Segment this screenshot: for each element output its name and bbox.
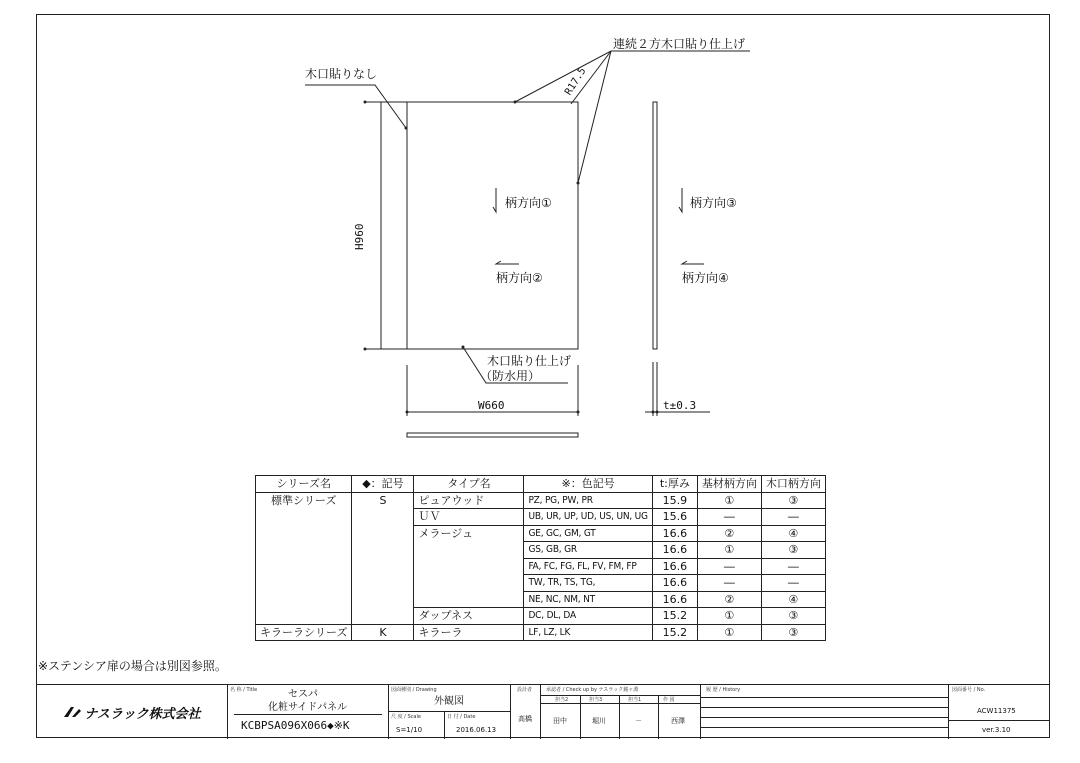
cell-type: ピュアウッド	[414, 492, 524, 509]
callout-edge-finish: 木口貼り仕上げ	[487, 354, 572, 368]
drawing-type: 外観図	[434, 696, 464, 707]
cell-color: NE, NC, NM, NT	[524, 591, 652, 608]
checker-4: 西澤	[671, 717, 685, 725]
cell-symbol	[352, 558, 414, 575]
cell-symbol: S	[352, 492, 414, 509]
designer-name: 高橋	[518, 715, 532, 723]
cell-series	[256, 525, 352, 542]
header-series: シリーズ名	[256, 476, 352, 493]
check-role-4: 作 図	[663, 697, 675, 703]
checker-1: 田中	[553, 717, 567, 725]
cell-thickness: 15.2	[652, 608, 697, 625]
panel-front-outline	[407, 102, 578, 349]
panel-side-outline	[653, 102, 657, 349]
reference-note: ※ステンシア扉の場合は別図参照。	[38, 659, 227, 673]
part-number: KCBPSA096X066◆※K	[241, 719, 350, 732]
spec-table	[255, 475, 826, 641]
drawing-number: ACW11375	[977, 707, 1016, 715]
cell-color: GE, GC, GM, GT	[524, 525, 652, 542]
cell-color: DC, DL, DA	[524, 608, 652, 625]
cell-edge-grain: ③	[761, 542, 825, 559]
callout-two-side-edge: 連続２方木口貼り仕上げ	[613, 37, 746, 51]
table-row	[256, 525, 826, 542]
cell-edge-grain: ―	[761, 509, 825, 526]
callout-no-edge: 木口貼りなし	[305, 67, 378, 81]
table-row	[256, 558, 826, 575]
grain-arrow-2	[496, 261, 519, 264]
cell-base-grain: ①	[697, 492, 761, 509]
grain-label-3: 柄方向③	[690, 196, 737, 210]
cell-color: PZ, PG, PW, PR	[524, 492, 652, 509]
designer-caption: 設計者	[517, 687, 533, 693]
cell-edge-grain: ―	[761, 558, 825, 575]
cell-base-grain: ―	[697, 509, 761, 526]
grain-arrow-1	[493, 188, 496, 212]
company-logo-icon	[62, 705, 82, 719]
cell-color: UB, UR, UP, UD, US, UN, UG	[524, 509, 652, 526]
header-type: タイプ名	[414, 476, 524, 493]
product-title: セスパ	[288, 689, 318, 700]
header-color: ※：色記号	[524, 476, 652, 493]
cell-base-grain: ①	[697, 542, 761, 559]
company-cell	[36, 685, 227, 739]
callout-waterproof: （防水用）	[480, 369, 541, 383]
title-caption: 名 称 / Title	[230, 687, 258, 693]
thickness-dimension: t±0.3	[663, 399, 697, 412]
grain-label-4: 柄方向④	[682, 271, 729, 285]
cell-edge-grain: ③	[761, 624, 825, 641]
cell-thickness: 15.9	[652, 492, 697, 509]
check-role-2: 担当3	[589, 697, 603, 703]
cell-series	[256, 542, 352, 559]
table-row	[256, 624, 826, 641]
drawing-type-caption: 図面種別 / Drawing	[391, 687, 437, 693]
cell-thickness: 15.2	[652, 624, 697, 641]
table-row	[256, 608, 826, 625]
checker-2: 堀川	[592, 717, 606, 725]
header-symbol: ◆：記号	[352, 476, 414, 493]
cell-thickness: 15.6	[652, 509, 697, 526]
cell-symbol	[352, 591, 414, 608]
table-header-row	[256, 476, 826, 493]
cell-color: GS, GB, GR	[524, 542, 652, 559]
cell-thickness: 16.6	[652, 558, 697, 575]
check-caption: 承認者 / Check up by ナスラック鐘ヶ淵	[546, 687, 639, 693]
cell-symbol	[352, 542, 414, 559]
cell-symbol	[352, 608, 414, 625]
cell-symbol	[352, 575, 414, 592]
cell-thickness: 16.6	[652, 525, 697, 542]
scale-caption: 尺 度 / Scale	[391, 714, 421, 720]
cell-base-grain: ②	[697, 591, 761, 608]
cell-edge-grain: ④	[761, 525, 825, 542]
cell-type: ＵＶ	[414, 509, 524, 526]
table-row	[256, 575, 826, 592]
cell-edge-grain: ③	[761, 492, 825, 509]
height-dimension: H960	[353, 223, 366, 250]
cell-base-grain: ②	[697, 525, 761, 542]
cell-type	[414, 575, 524, 592]
grain-label-2: 柄方向②	[496, 271, 543, 285]
width-dimension: W660	[478, 399, 505, 412]
cell-type	[414, 542, 524, 559]
cell-series: 標準シリーズ	[256, 492, 352, 509]
cell-series	[256, 591, 352, 608]
table-row	[256, 492, 826, 509]
leader-two-side	[515, 51, 750, 102]
cell-symbol	[352, 509, 414, 526]
scale-value: S=1/10	[396, 726, 423, 734]
cell-edge-grain: ③	[761, 608, 825, 625]
version: ver.3.10	[982, 726, 1011, 734]
leader-no-edge	[305, 85, 406, 128]
cell-base-grain: ①	[697, 624, 761, 641]
grain-arrow-3	[679, 188, 682, 212]
header-thickness: t:厚み	[652, 476, 697, 493]
cell-symbol: K	[352, 624, 414, 641]
cell-thickness: 16.6	[652, 591, 697, 608]
cell-series	[256, 575, 352, 592]
cell-series	[256, 558, 352, 575]
company-name: ナスラック株式会社	[84, 706, 201, 722]
cell-base-grain: ―	[697, 558, 761, 575]
cell-base-grain: ―	[697, 575, 761, 592]
cell-type: メラージュ	[414, 525, 524, 542]
cell-series: キラーラシリーズ	[256, 624, 352, 641]
title-block	[36, 684, 1050, 738]
date-value: 2016.06.13	[456, 726, 497, 734]
cell-thickness: 16.6	[652, 575, 697, 592]
check-role-3: 担当1	[628, 697, 642, 703]
check-role-1: 担当2	[555, 697, 569, 703]
cell-base-grain: ①	[697, 608, 761, 625]
header-base-grain: 基材柄方向	[697, 476, 761, 493]
cell-series	[256, 509, 352, 526]
table-row	[256, 542, 826, 559]
panel-bottom-edge	[407, 433, 578, 437]
number-caption: 図面番号 / No.	[952, 687, 986, 693]
cell-type: ダップネス	[414, 608, 524, 625]
table-row	[256, 509, 826, 526]
checker-3: －	[635, 717, 642, 725]
cell-thickness: 16.6	[652, 542, 697, 559]
history-caption: 履 歴 / History	[706, 687, 741, 693]
table-row	[256, 591, 826, 608]
header-edge-grain: 木口柄方向	[761, 476, 825, 493]
cell-color: LF, LZ, LK	[524, 624, 652, 641]
product-subtitle: 化粧サイドパネル	[268, 702, 348, 713]
cell-color: FA, FC, FG, FL, FV, FM, FP	[524, 558, 652, 575]
cell-type	[414, 558, 524, 575]
cell-series	[256, 608, 352, 625]
radius-label: R17.5	[563, 65, 589, 98]
title-cell	[228, 686, 388, 722]
cell-edge-grain: ④	[761, 591, 825, 608]
cell-type	[414, 591, 524, 608]
cell-symbol	[352, 525, 414, 542]
grain-arrow-4	[682, 261, 704, 264]
cell-color: TW, TR, TS, TG,	[524, 575, 652, 592]
cell-type: キラーラ	[414, 624, 524, 641]
cell-edge-grain: ―	[761, 575, 825, 592]
date-caption: 日 付 / Date	[447, 714, 476, 720]
grain-label-1: 柄方向①	[505, 196, 552, 210]
